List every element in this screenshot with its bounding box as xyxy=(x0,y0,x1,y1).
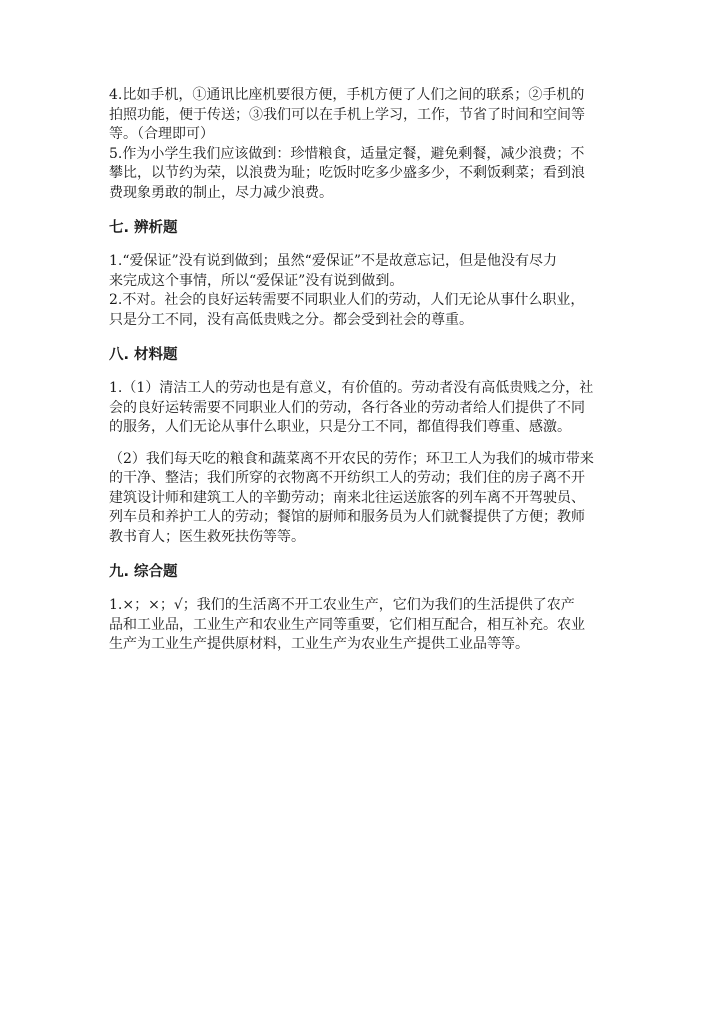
text-line: 攀比，以节约为荣，以浪费为耻；吃饭时吃多少盛多少，不剩饭剩菜；看到浪 xyxy=(109,165,585,181)
section-8-answer-1 xyxy=(109,379,619,438)
text-line: 的服务，人们无论从事什么职业，只是分工不同，都值得我们尊重、感激。 xyxy=(109,419,571,435)
section-7-heading: 七. 辨析题 xyxy=(109,220,178,236)
text-line: 来完成这个事情，所以“爱保证”没有说到做到。 xyxy=(109,272,404,289)
answer-block-previous xyxy=(109,86,619,203)
text-line: 2.不对。社会的良好运转需要不同职业人们的劳动，人们无论从事什么职业， xyxy=(109,292,585,308)
text-line: 列车员和养护工人的劳动；餐馆的厨师和服务员为人们就餐提供了方便；教师 xyxy=(109,509,585,525)
section-8-heading: 八. 材料题 xyxy=(109,347,178,363)
text-line: 4.比如手机，①通讯比座机要很方便，手机方便了人们之间的联系；②手机的 xyxy=(109,87,585,103)
text-line: 1.（1）清洁工人的劳动也是有意义，有价值的。劳动者没有高低贵贱之分，社 xyxy=(109,380,594,396)
text-line: 拍照功能，便于传送；③我们可以在手机上学习，工作，节省了时间和空间等 xyxy=(109,106,585,123)
text-line: 1.“爱保证”没有说到做到；虽然“爱保证”不是故意忘记，但是他没有尽力 xyxy=(109,253,557,269)
text-line: 教书育人；医生救死扶伤等等。 xyxy=(109,528,305,545)
section-8-answer-2 xyxy=(109,450,619,548)
text-line: 品和工业品，工业生产和农业生产同等重要，它们相互配合，相互补充。农业 xyxy=(109,616,585,633)
section-9-heading: 九. 综合题 xyxy=(109,564,178,580)
text-line: 会的良好运转需要不同职业人们的劳动，各行各业的劳动者给人们提供了不同 xyxy=(109,399,585,416)
text-line: 的干净、整洁；我们所穿的衣物离不开纺织工人的劳动；我们住的房子离不开 xyxy=(109,470,585,486)
text-line: 1.×；×；√；我们的生活离不开工农业生产，它们为我们的生活提供了农产 xyxy=(109,597,575,613)
text-line: 只是分工不同，没有高低贵贱之分。都会受到社会的尊重。 xyxy=(109,311,473,328)
answer-page xyxy=(109,86,619,655)
text-line: （2）我们每天吃的粮食和蔬菜离不开农民的劳作；环卫工人为我们的城市带来 xyxy=(109,450,594,467)
text-line: 等。（合理即可） xyxy=(109,126,214,142)
section-7-answers xyxy=(109,252,619,330)
text-line: 生产为工业生产提供原材料，工业生产为农业生产提供工业品等等。 xyxy=(109,636,529,652)
section-9-answers xyxy=(109,596,619,655)
text-line: 费现象勇敢的制止，尽力减少浪费。 xyxy=(109,184,333,201)
text-line: 5.作为小学生我们应该做到：珍惜粮食，适量定餐，避免剩餐，减少浪费；不 xyxy=(109,145,585,162)
text-line: 建筑设计师和建筑工人的辛勤劳动；南来北往运送旅客的列车离不开驾驶员、 xyxy=(109,489,585,506)
